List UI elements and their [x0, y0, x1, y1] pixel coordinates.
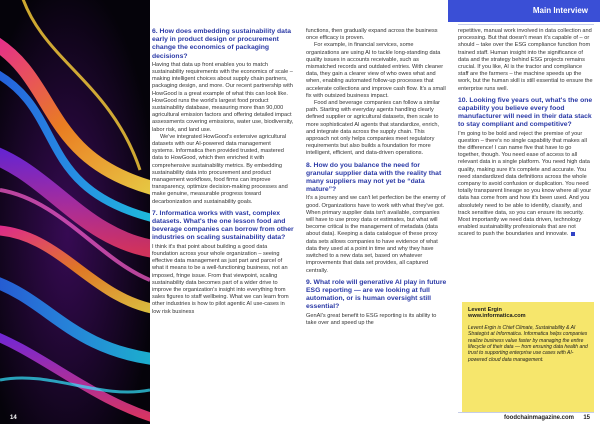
article-column-1 [152, 28, 294, 316]
end-of-article-mark [571, 232, 575, 236]
paragraph: It's a journey and we can't let perfection be the enemy of good. Organizations have to work with what they've got. When primary supplier data isn't available, companies will have to use proxy data or estimates, but what will become critical is the management of metadata (data about data). Keeping a data catalogue of these proxy data sets allows companies to have evidence of what data they used at a point in time and why they have switched to a new data set, based on whatever improvements that data set provides, all captured centrally. [306, 195, 446, 274]
paragraph: Food and beverage companies can follow a similar path. Starting with everyday agents handling clearly defined supplier or agricultural datasets, then scale to more sophisticated AI agents that standardize, enrich, and integrate data across the supply chain. This approach not only helps companies meet regulatory requirements but also builds a foundation for more intelligent, efficient, and data-driven operations. [306, 100, 440, 157]
bio-website-link[interactable]: www.informatica.com [468, 313, 526, 320]
section-title: Main Interview [532, 6, 588, 15]
paragraph: repetitive, manual work involved in data collection and processing. But that doesn't mean it's capable of – or should – take over the ESG compliance function from trained staff. Human insight into the significance of data and the strategy behind ESG projects remains crucial. If you like, AI is the tractor and compliance staff are the farmers – the machine speeds up the work, but the human skill is still essential to ensure the enterprise runs well. [458, 28, 593, 92]
bio-name: Levent Ergin [468, 307, 502, 313]
question-7-heading: 7. Informatica works with vast, complex datasets. What's the one lesson food and beverage companies can borrow from other industries on scaling sustainability data? [152, 209, 294, 242]
question-6-heading: 6. How does embedding sustainability data early in product design or procurement change the economics of packaging decisions? [152, 28, 291, 60]
article-column-2 [306, 28, 448, 327]
paragraph: For example, in financial services, some organizations are using AI to tackle long-standing data quality issues in accounts receivable, such as mismatched records and outdated entries. With cleaner data, they gain a clearer view of who owes what and when, enabling automated follow-up processes that accelerate collections and improve cash flow. It's a small fix with outsized business impact. [306, 42, 446, 99]
hero-abstract-artwork [0, 0, 150, 424]
bio-description: Levent Ergin is Chief Climate, Sustainability & AI Strategist at Informatica. Informatica helps companies realize business value faster by managing the entire lifecycle of their data — from ensuring data health and trust to supporting enterprise use cases with AI-powered cloud data management. [468, 324, 588, 363]
article-column-3 [458, 28, 594, 239]
page-footer [0, 412, 600, 424]
paragraph-text: I'm going to be bold and reject the premise of your question – there's no single capability that makes all the difference! I can name five that have to go together, though. You need ease of access to all relevant data in a single platform. You need high data quality, making sure it's complete and accurate. You need standardized data definitions across the whole company to avoid confusion or duplication. You need totally transparent lineage so you know where all your data has come from and how it's been used. And you absolutely need to be able to identify, classify, and track sensitive data, so you can ensure its security. Most importantly we need data driven, technology enabled sustainability professionals that are not scared to push the boundaries and innovate. [458, 130, 592, 238]
page-number-right: 15 [583, 415, 590, 421]
question-10-heading: 10. Looking five years out, what's the one capability you believe every food manufacturer will need in their data stack to stay compliant and competitive? [458, 96, 593, 129]
paragraph: We've integrated HowGood's extensive agricultural datasets with our AI-powered data management systems. Informatica then provided trusted, mastered data to HowGood, which then enriched it with comprehensive sustainability metrics. By embedding sustainability data into procurement and product management workflows, food firms can improve transparency, optimize decision-making processes and make genuine, measurable progress toward decarbonization and sustainability goals. [152, 133, 288, 205]
paragraph: GenAI's great benefit to ESG reporting is its ability to take over and speed up the [306, 312, 437, 326]
footer-divider [458, 412, 594, 413]
question-9-heading: 9. What role will generative AI play in future ESG reporting — are we looking at full automation, or is human oversight still essential? [306, 278, 447, 311]
header-divider [458, 24, 594, 25]
author-bio-box [462, 302, 594, 412]
page-number-left: 14 [10, 415, 17, 421]
question-8-heading: 8. How do you balance the need for granular supplier data with the reality that many suppliers may not yet be “data mature”? [306, 161, 442, 194]
paragraph: functions, then gradually expand across the business once efficacy is proven. [306, 28, 438, 42]
footer-site-name: foodchainmagazine.com [503, 415, 574, 421]
paragraph: Having that data up front enables you to match sustainability requirements with the economics of scale – making intelligent choices about supply chain partners, packaging design, and more. Our recent partnership with HowGood is a great example of what this can look like. HowGood runs the world's largest food product sustainability database, measuring more than 90,000 agricultural emission factors and offering detailed impact assessments covering emissions, water use, biodiversity, labor risk, and land use. [152, 61, 294, 133]
paragraph-final [458, 131, 594, 239]
section-header-bar [448, 0, 600, 22]
paragraph: I think it's that point about building a good data foundation across your whole organization – seeing effective data management as just part and parcel of what it means to be a well-functioning business, not an imposed, fringe issue. From that viewpoint, scaling sustainability data becomes part of a wider drive to improve the organization's insight into everything from sales figures to staff wellbeing. What we can learn from other industries is how to pilot agentic AI use-cases in low risk business [152, 243, 289, 315]
